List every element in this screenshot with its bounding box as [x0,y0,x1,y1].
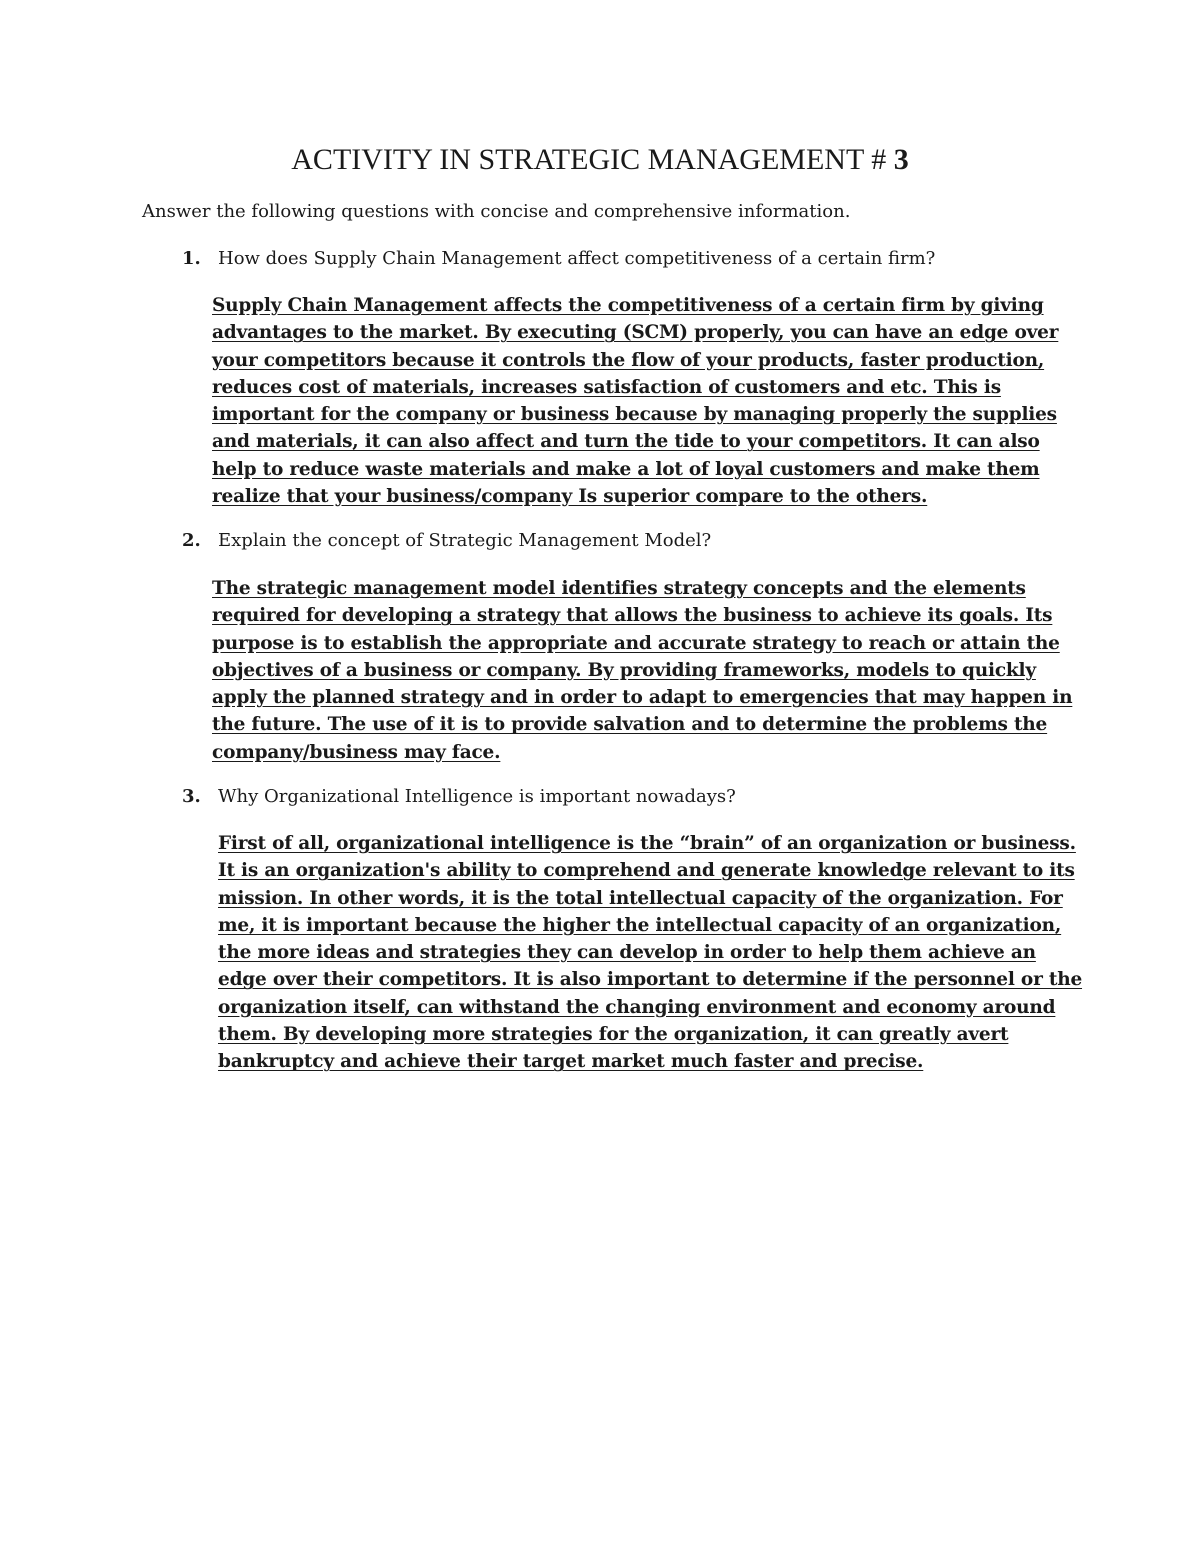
answer-line: edge over their competitors. It is also important to determine if the personnel or the [218,969,1083,991]
question-number: 3. [182,786,201,807]
answer-line: mission. In other words, it is the total intellectual capacity of the organization. For [218,887,1063,909]
answer-line: and materials, it can also affect and turn the tide to your competitors. It can also [212,431,1040,453]
answer-line: Supply Chain Management affects the competitiveness of a certain firm by giving [212,295,1044,316]
answer-line: organization itself, can withstand the changing environment and economy around [218,996,1056,1018]
title-text: ACTIVITY IN STRATEGIC MANAGEMENT # [291,143,894,176]
answer-line: the future. The use of it is to provide salvation and to determine the problems the [212,714,1048,736]
answer-line: First of all, organizational intelligence is the “brain” of an organization or business. [218,833,1076,854]
answer-line: reduces cost of materials, increases satisfaction of customers and etc. This is [212,376,1001,398]
answer-2 [212,575,1082,766]
answer-line: me, it is important because the higher the intellectual capacity of an organization, [218,914,1062,936]
answer-line: company/business may face. [212,741,501,763]
answer-line: required for developing a strategy that allows the business to achieve its goals. Its [212,605,1053,627]
answer-line: It is an organization's ability to comprehend and generate knowledge relevant to its [218,860,1075,882]
answer-line: purpose is to establish the appropriate and accurate strategy to reach or attain the [212,632,1060,654]
page-title [0,142,1200,178]
answer-line: important for the company or business because by managing properly the supplies [212,404,1057,426]
instructions-text: Answer the following questions with concise and comprehensive information. [142,201,851,222]
question-number: 1. [182,248,201,269]
answer-line: the more ideas and strategies they can develop in order to help them achieve an [218,942,1036,964]
question-text: Explain the concept of Strategic Management Model? [218,530,712,551]
question-text: How does Supply Chain Management affect competitiveness of a certain firm? [218,248,936,269]
title-number: 3 [893,143,909,176]
answer-line: bankruptcy and achieve their target market much faster and precise. [218,1051,924,1073]
answer-line: help to reduce waste materials and make a lot of loyal customers and make them [212,458,1040,480]
answer-line: advantages to the market. By executing (SCM) properly, you can have an edge over [212,322,1059,344]
question-text: Why Organizational Intelligence is important nowadays? [218,786,736,807]
answer-3 [218,830,1088,1076]
answer-line: The strategic management model identifies strategy concepts and the elements [212,578,1026,599]
answer-1 [212,292,1082,510]
answer-line: realize that your business/company Is superior compare to the others. [212,486,928,508]
answer-line: objectives of a business or company. By providing frameworks, models to quickly [212,659,1036,681]
answer-line: your competitors because it controls the flow of your products, faster production, [212,349,1045,371]
question-number: 2. [182,530,201,551]
answer-line: them. By developing more strategies for the organization, it can greatly avert [218,1024,1009,1046]
answer-line: apply the planned strategy and in order to adapt to emergencies that may happen in [212,687,1073,709]
